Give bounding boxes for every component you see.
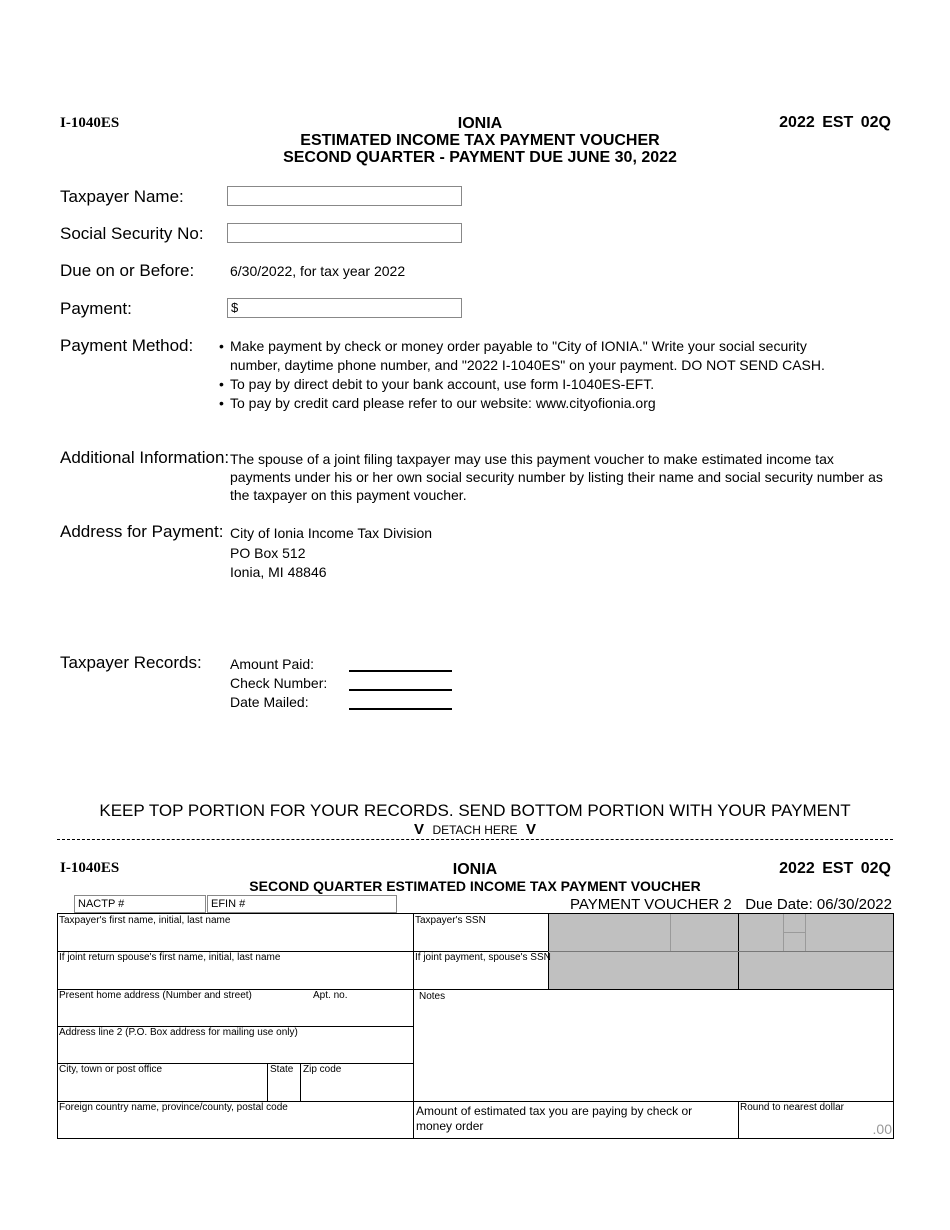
- bullet-continuation: number, daytime phone number, and "2022 I-1040ES" on your payment. DO NOT SEND CASH.: [230, 357, 825, 373]
- first-name-cell[interactable]: Taxpayer's first name, initial, last name: [59, 915, 231, 926]
- voucher-city: IONIA: [452, 861, 498, 878]
- notes-cell[interactable]: Notes: [419, 991, 446, 1002]
- bullet-item: • To pay by direct debit to your bank account, use form I-1040ES-EFT.: [219, 376, 655, 392]
- additional-info-text: The spouse of a joint filing taxpayer may use this payment voucher to make estimated income tax payments under his or her own social security number by listing their name and social security number as the taxpayer on this payment voucher.: [230, 451, 883, 503]
- foreign-address-cell[interactable]: Foreign country name, province/county, postal code: [59, 1102, 288, 1113]
- voucher-title: [200, 861, 750, 895]
- date-mailed-label: Date Mailed:: [230, 694, 309, 710]
- due-value: 6/30/2022, for tax year 2022: [230, 263, 406, 279]
- round-label: Round to nearest dollar: [740, 1102, 844, 1113]
- down-arrow-icon: V: [413, 821, 424, 838]
- payment-label: Payment:: [60, 299, 132, 318]
- efin-field[interactable]: EFIN #: [207, 895, 397, 913]
- down-arrow-icon: V: [526, 821, 537, 838]
- ssn-input[interactable]: [227, 223, 462, 243]
- voucher-title-text: SECOND QUARTER ESTIMATED INCOME TAX PAYMENT VOUCHER: [249, 878, 701, 894]
- ssn-label: Social Security No:: [60, 224, 204, 243]
- nactp-field[interactable]: NACTP #: [74, 895, 206, 913]
- home-address-cell[interactable]: Present home address (Number and street): [59, 990, 252, 1001]
- detach-text: DETACH HERE: [432, 823, 518, 837]
- payment-voucher-label: PAYMENT VOUCHER 2: [570, 896, 732, 913]
- payment-method-label: Payment Method:: [60, 336, 194, 355]
- additional-info-label: Additional Information:: [60, 448, 230, 467]
- cents-value[interactable]: .00: [872, 1121, 892, 1137]
- address-line-2-cell[interactable]: Address line 2 (P.O. Box address for mailing use only): [59, 1027, 298, 1038]
- amount-paid-line[interactable]: [349, 670, 452, 672]
- records-list: [230, 655, 327, 712]
- taxpayer-name-label: Taxpayer Name:: [60, 187, 184, 206]
- bullet-item: • To pay by credit card please refer to our website: www.cityofionia.org: [219, 395, 656, 411]
- city-cell[interactable]: City, town or post office: [59, 1064, 163, 1075]
- detach-here: [0, 821, 950, 839]
- bullet-item: • Make payment by check or money order payable to "City of IONIA." Write your social security: [219, 338, 807, 354]
- city-name: IONIA: [457, 115, 503, 132]
- apt-no-cell[interactable]: Apt. no.: [313, 990, 348, 1001]
- voucher-tax-year-code: 2022 EST 02Q: [779, 860, 891, 877]
- title-line-1: ESTIMATED INCOME TAX PAYMENT VOUCHER: [300, 132, 660, 149]
- date-mailed-line[interactable]: [349, 708, 452, 710]
- taxpayer-records-label: Taxpayer Records:: [60, 653, 202, 672]
- bullet-icon: •: [219, 395, 224, 411]
- tax-year-code: 2022 EST 02Q: [779, 114, 891, 131]
- spouse-ssn-cell[interactable]: If joint payment, spouse's SSN: [415, 952, 551, 963]
- detach-instruction: KEEP TOP PORTION FOR YOUR RECORDS. SEND BOTTOM PORTION WITH YOUR PAYMENT: [99, 801, 851, 820]
- payment-input[interactable]: $: [227, 298, 462, 318]
- zip-code-cell[interactable]: Zip code: [303, 1064, 342, 1075]
- payment-address: City of Ionia Income Tax Division PO Box 512 Ionia, MI 48846: [230, 525, 433, 580]
- address-label: Address for Payment:: [60, 522, 224, 541]
- voucher-form-code: I-1040ES: [60, 860, 120, 876]
- form-code: I-1040ES: [60, 115, 120, 131]
- payment-method-list: [219, 337, 899, 413]
- page-title: [200, 115, 760, 166]
- voucher-due-date: Due Date: 06/30/2022: [745, 896, 892, 913]
- due-label: Due on or Before:: [60, 261, 195, 280]
- taxpayer-ssn-cell[interactable]: Taxpayer's SSN: [415, 915, 486, 926]
- taxpayer-name-input[interactable]: [227, 186, 462, 206]
- state-cell[interactable]: State: [270, 1064, 294, 1075]
- amount-paid-label: Amount Paid:: [230, 656, 315, 672]
- bullet-icon: •: [219, 338, 224, 354]
- spouse-name-cell[interactable]: If joint return spouse's first name, initial, last name: [59, 952, 281, 963]
- amount-cell[interactable]: Amount of estimated tax you are paying by check or money order: [416, 1104, 693, 1133]
- bullet-icon: •: [219, 376, 224, 392]
- title-line-2: SECOND QUARTER - PAYMENT DUE JUNE 30, 2022: [283, 149, 677, 166]
- check-number-line[interactable]: [349, 689, 452, 691]
- check-number-label: Check Number:: [230, 675, 328, 691]
- detach-line: [57, 839, 893, 840]
